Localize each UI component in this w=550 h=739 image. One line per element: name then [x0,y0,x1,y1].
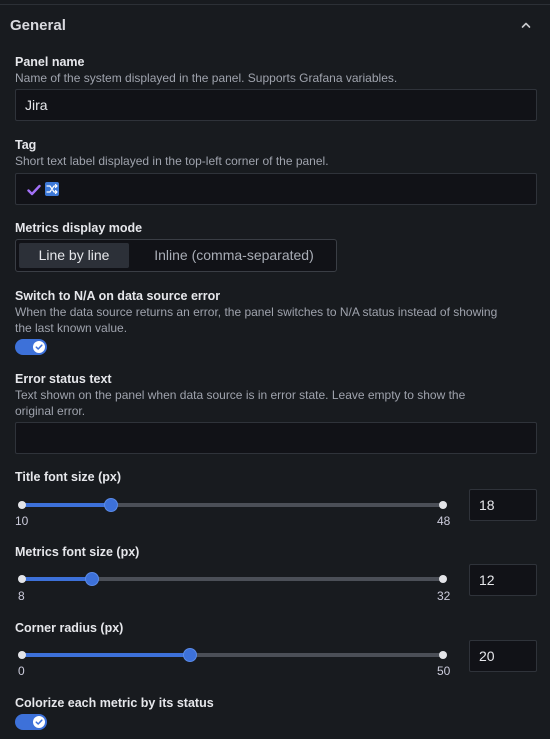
metrics-display-mode-toggle [15,239,337,272]
na-switch-description: When the data source returns an error, the panel switches to N/A status instead of showing the last known value. [15,305,498,335]
slider-thumb[interactable] [183,648,197,662]
slider-max-dot [439,575,447,583]
check-icon [27,183,41,197]
colorize-toggle[interactable] [15,714,47,730]
slider-thumb[interactable] [104,498,118,512]
slider-min-dot [18,651,26,659]
slider-max-label: 48 [437,514,451,528]
panel-name-input[interactable] [15,89,537,121]
chevron-up-icon[interactable] [520,19,532,31]
tag-description: Short text label displayed in the top-left corner of the panel. [15,154,329,168]
panel-name-description: Name of the system displayed in the panel. Supports Grafana variables. [15,71,398,85]
check-icon [33,716,45,728]
panel-name-label: Panel name [15,55,85,69]
shuffle-icon [45,182,59,196]
slider-min-label: 8 [18,589,25,603]
section-title: General [10,17,66,34]
na-switch-label: Switch to N/A on data source error [15,289,221,303]
title-font-size-slider[interactable] [22,503,443,507]
check-icon [33,341,45,353]
slider-thumb[interactable] [85,572,99,586]
slider-fill [22,503,111,507]
tag-input[interactable] [15,173,537,205]
error-status-text-label: Error status text [15,372,112,386]
slider-max-dot [439,501,447,509]
corner-radius-slider[interactable] [22,653,443,657]
title-font-size-input[interactable] [469,489,537,521]
slider-max-dot [439,651,447,659]
na-switch-toggle[interactable] [15,339,47,355]
slider-min-label: 10 [15,514,29,528]
slider-fill [22,577,92,581]
error-status-text-description: Text shown on the panel when data source is in error state. Leave empty to show the original error. [15,388,466,418]
slider-min-dot [18,501,26,509]
corner-radius-label: Corner radius (px) [15,621,124,635]
option-line-by-line[interactable]: Line by line [19,243,129,268]
slider-min-label: 0 [18,664,25,678]
slider-max-label: 50 [437,664,451,678]
error-status-text-input[interactable] [15,422,537,454]
section-header-general[interactable] [10,14,540,38]
metrics-font-size-slider[interactable] [22,577,443,581]
title-font-size-label: Title font size (px) [15,470,122,484]
colorize-label: Colorize each metric by its status [15,696,214,710]
metrics-font-size-input[interactable] [469,564,537,596]
top-divider [0,4,550,5]
metrics-font-size-label: Metrics font size (px) [15,545,140,559]
slider-min-dot [18,575,26,583]
metrics-display-mode-label: Metrics display mode [15,221,143,235]
option-inline[interactable]: Inline (comma-separated) [154,247,314,263]
tag-label: Tag [15,138,37,152]
corner-radius-input[interactable] [469,640,537,672]
slider-max-label: 32 [437,589,451,603]
slider-fill [22,653,190,657]
